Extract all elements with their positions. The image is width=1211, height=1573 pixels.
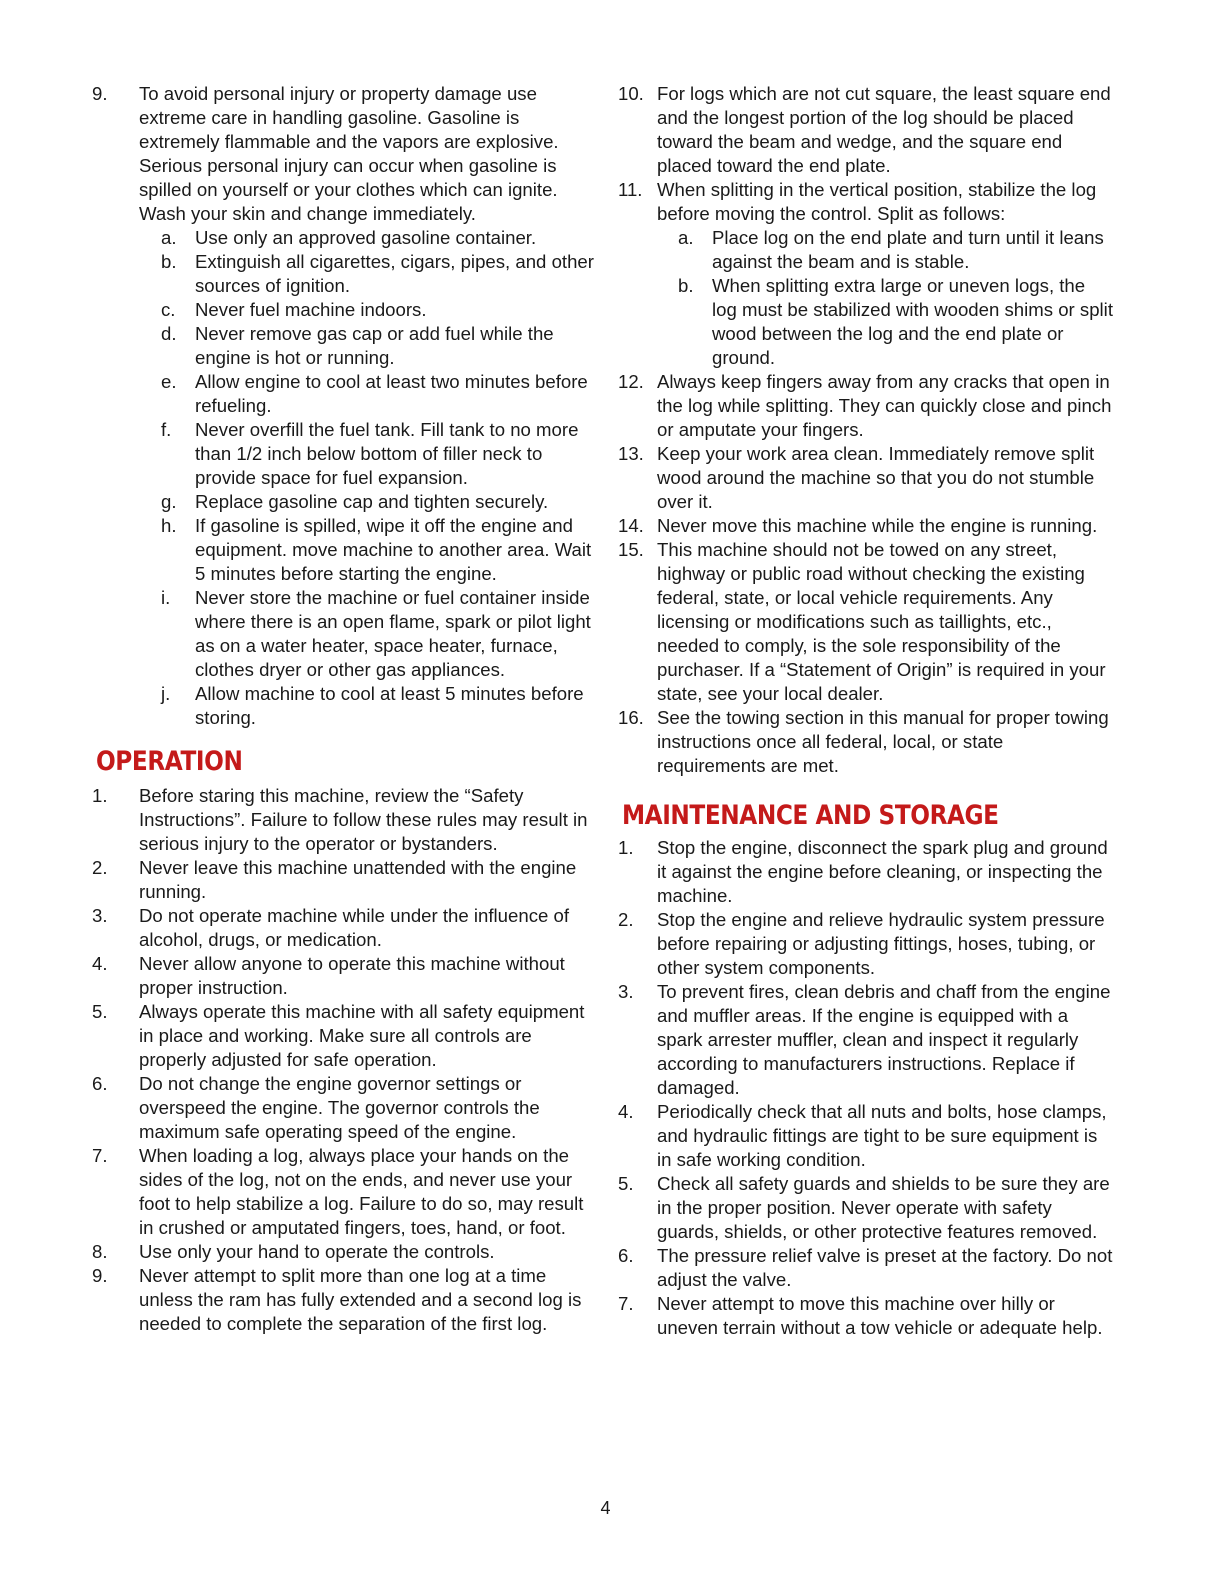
list-item bbox=[618, 442, 1113, 514]
item-number: 3. bbox=[618, 981, 634, 1002]
item-number: 9. bbox=[92, 83, 108, 104]
item-text: Do not operate machine while under the influence of alcohol, drugs, or medication. bbox=[139, 905, 569, 950]
section-heading-maintenance: MAINTENANCE AND STORAGE bbox=[622, 800, 999, 831]
list-item bbox=[92, 784, 597, 856]
item-number: 2. bbox=[92, 857, 108, 878]
item-number: 6. bbox=[92, 1073, 108, 1094]
sub-item-letter: h. bbox=[161, 515, 177, 536]
sub-item-text: If gasoline is spilled, wipe it off the engine and equipment. move machine to another area. Wait 5 minutes before starting the engine. bbox=[195, 515, 592, 584]
item-text: When loading a log, always place your hands on the sides of the log, not on the ends, and never use your foot to help stabilize a log. Failure to do so, may result in crushed or amputated fingers, toes, hand, or foot. bbox=[139, 1145, 584, 1238]
right-column bbox=[618, 82, 1113, 1340]
sub-item-text: Never store the machine or fuel container inside where there is an open flame, spark or pilot light as on a water heater, space heater, furnace, clothes dryer or other gas appliances. bbox=[195, 587, 591, 680]
list-item bbox=[92, 952, 597, 1000]
item-number: 16. bbox=[618, 707, 644, 728]
sub-list-item bbox=[161, 682, 597, 730]
list-item bbox=[618, 1292, 1113, 1340]
sub-item-letter: i. bbox=[161, 587, 171, 608]
item-number: 9. bbox=[92, 1265, 108, 1286]
sub-item-letter: e. bbox=[161, 371, 177, 392]
sub-item-letter: g. bbox=[161, 491, 177, 512]
list-item bbox=[92, 1264, 597, 1336]
item-number: 14. bbox=[618, 515, 644, 536]
item-number: 1. bbox=[92, 785, 108, 806]
item-number: 1. bbox=[618, 837, 634, 858]
sub-list bbox=[678, 226, 1113, 370]
sub-item-text: Never remove gas cap or add fuel while the engine is hot or running. bbox=[195, 323, 554, 368]
sub-item-text: Replace gasoline cap and tighten securely. bbox=[195, 491, 549, 512]
sub-item-text: Place log on the end plate and turn until it leans against the beam and is stable. bbox=[712, 227, 1104, 272]
list-item bbox=[92, 1144, 597, 1240]
sub-list-item bbox=[161, 418, 597, 490]
item-text: This machine should not be towed on any street, highway or public road without checking the existing federal, state, or local vehicle requirements. Any licensing or modifications such as taillights, etc., needed to comply, is the sole responsibility of the purchaser. If a “Statement of Origin” is required in your state, see your local dealer. bbox=[657, 539, 1106, 704]
item-text: Never leave this machine unattended with the engine running. bbox=[139, 857, 577, 902]
item-text: Never attempt to move this machine over hilly or uneven terrain without a tow vehicle or adequate help. bbox=[657, 1293, 1103, 1338]
list-item bbox=[92, 856, 597, 904]
item-number: 3. bbox=[92, 905, 108, 926]
sub-list-item bbox=[161, 370, 597, 418]
list-item bbox=[92, 82, 597, 226]
item-number: 10. bbox=[618, 83, 644, 104]
item-number: 11. bbox=[618, 179, 643, 200]
sub-list bbox=[161, 226, 597, 730]
sub-list-item bbox=[161, 490, 597, 514]
item-text: Always keep fingers away from any cracks that open in the log while splitting. They can quickly close and pinch or amputate your fingers. bbox=[657, 371, 1112, 440]
list-item bbox=[618, 706, 1113, 778]
item-number: 5. bbox=[92, 1001, 108, 1022]
item-number: 13. bbox=[618, 443, 644, 464]
left-column bbox=[92, 82, 597, 1336]
item-text: Stop the engine and relieve hydraulic system pressure before repairing or adjusting fittings, hoses, tubing, or other system components. bbox=[657, 909, 1105, 978]
sub-list-item bbox=[161, 298, 597, 322]
sub-item-letter: a. bbox=[161, 227, 177, 248]
item-number: 6. bbox=[618, 1245, 634, 1266]
list-item bbox=[92, 1240, 597, 1264]
sub-item-text: Use only an approved gasoline container. bbox=[195, 227, 537, 248]
sub-item-text: When splitting extra large or uneven logs, the log must be stabilized with wooden shims or split wood between the log and the end plate or ground. bbox=[712, 275, 1113, 368]
list-item bbox=[618, 370, 1113, 442]
item-text: Never allow anyone to operate this machine without proper instruction. bbox=[139, 953, 565, 998]
sub-item-letter: j. bbox=[161, 683, 171, 704]
item-number: 5. bbox=[618, 1173, 634, 1194]
item-number: 15. bbox=[618, 539, 644, 560]
page-number: 4 bbox=[600, 1498, 611, 1518]
item-text: See the towing section in this manual for proper towing instructions once all federal, local, or state requirements are met. bbox=[657, 707, 1109, 776]
item-text: Before staring this machine, review the “Safety Instructions”. Failure to follow these rules may result in serious injury to the operator or bystanders. bbox=[139, 785, 588, 854]
sub-item-text: Allow machine to cool at least 5 minutes before storing. bbox=[195, 683, 584, 728]
sub-item-letter: b. bbox=[678, 275, 694, 296]
item-number: 7. bbox=[92, 1145, 108, 1166]
list-item bbox=[618, 1172, 1113, 1244]
sub-list-item bbox=[161, 514, 597, 586]
list-item bbox=[618, 178, 1113, 226]
item-text: Stop the engine, disconnect the spark plug and ground it against the engine before cleaning, or inspecting the machine. bbox=[657, 837, 1108, 906]
list-item bbox=[618, 514, 1113, 538]
list-item bbox=[618, 1244, 1113, 1292]
sub-item-letter: d. bbox=[161, 323, 177, 344]
item-number: 4. bbox=[618, 1101, 634, 1122]
item-text: To avoid personal injury or property damage use extreme care in handling gasoline. Gasoline is extremely flammable and the vapors are explosive. Serious personal injury can occur when gasoline is spilled on yourself or your clothes which can ignite. Wash your skin and change immediately. bbox=[139, 83, 559, 224]
list-item bbox=[618, 1100, 1113, 1172]
list-item bbox=[92, 1000, 597, 1072]
item-number: 12. bbox=[618, 371, 644, 392]
list-item bbox=[92, 904, 597, 952]
item-text: Keep your work area clean. Immediately remove split wood around the machine so that you do not stumble over it. bbox=[657, 443, 1095, 512]
item-text: Use only your hand to operate the controls. bbox=[139, 1241, 495, 1262]
list-item bbox=[618, 980, 1113, 1100]
item-text: Never attempt to split more than one log at a time unless the ram has fully extended and a second log is needed to complete the separation of the first log. bbox=[139, 1265, 582, 1334]
sub-list-item bbox=[678, 274, 1113, 370]
item-text: The pressure relief valve is preset at the factory. Do not adjust the valve. bbox=[657, 1245, 1113, 1290]
section-heading-operation: OPERATION bbox=[96, 746, 243, 777]
list-item bbox=[92, 1072, 597, 1144]
item-text: Always operate this machine with all safety equipment in place and working. Make sure all controls are properly adjusted for safe operation. bbox=[139, 1001, 585, 1070]
item-text: Periodically check that all nuts and bolts, hose clamps, and hydraulic fittings are tight to be sure equipment is in safe working condition. bbox=[657, 1101, 1107, 1170]
item-text: When splitting in the vertical position, stabilize the log before moving the control. Split as follows: bbox=[657, 179, 1097, 224]
item-text: Check all safety guards and shields to be sure they are in the proper position. Never operate with safety guards, shields, or other protective features removed. bbox=[657, 1173, 1110, 1242]
item-text: To prevent fires, clean debris and chaff from the engine and muffler areas. If the engine is equipped with a spark arrester muffler, clean and inspect it regularly according to manufacturers instructions. Replace if damaged. bbox=[657, 981, 1111, 1098]
sub-list-item bbox=[161, 586, 597, 682]
sub-item-text: Allow engine to cool at least two minutes before refueling. bbox=[195, 371, 588, 416]
list-item bbox=[618, 836, 1113, 908]
sub-list-item bbox=[161, 226, 597, 250]
list-item bbox=[618, 538, 1113, 706]
sub-item-letter: a. bbox=[678, 227, 694, 248]
item-number: 2. bbox=[618, 909, 634, 930]
list-item bbox=[618, 82, 1113, 178]
sub-item-letter: f. bbox=[161, 419, 172, 440]
sub-item-text: Never fuel machine indoors. bbox=[195, 299, 427, 320]
item-number: 8. bbox=[92, 1241, 108, 1262]
sub-item-letter: c. bbox=[161, 299, 176, 320]
item-number: 7. bbox=[618, 1293, 634, 1314]
list-item bbox=[618, 908, 1113, 980]
sub-item-text: Never overfill the fuel tank. Fill tank to no more than 1/2 inch below bottom of filler neck to provide space for fuel expansion. bbox=[195, 419, 579, 488]
sub-list-item bbox=[161, 322, 597, 370]
item-text: Never move this machine while the engine is running. bbox=[657, 515, 1098, 536]
sub-list-item bbox=[678, 226, 1113, 274]
sub-item-letter: b. bbox=[161, 251, 177, 272]
item-number: 4. bbox=[92, 953, 108, 974]
sub-list-item bbox=[161, 250, 597, 298]
item-text: For logs which are not cut square, the least square end and the longest portion of the log should be placed toward the beam and wedge, and the square end placed toward the end plate. bbox=[657, 83, 1111, 176]
sub-item-text: Extinguish all cigarettes, cigars, pipes, and other sources of ignition. bbox=[195, 251, 594, 296]
item-text: Do not change the engine governor settings or overspeed the engine. The governor controls the maximum safe operating speed of the engine. bbox=[139, 1073, 540, 1142]
